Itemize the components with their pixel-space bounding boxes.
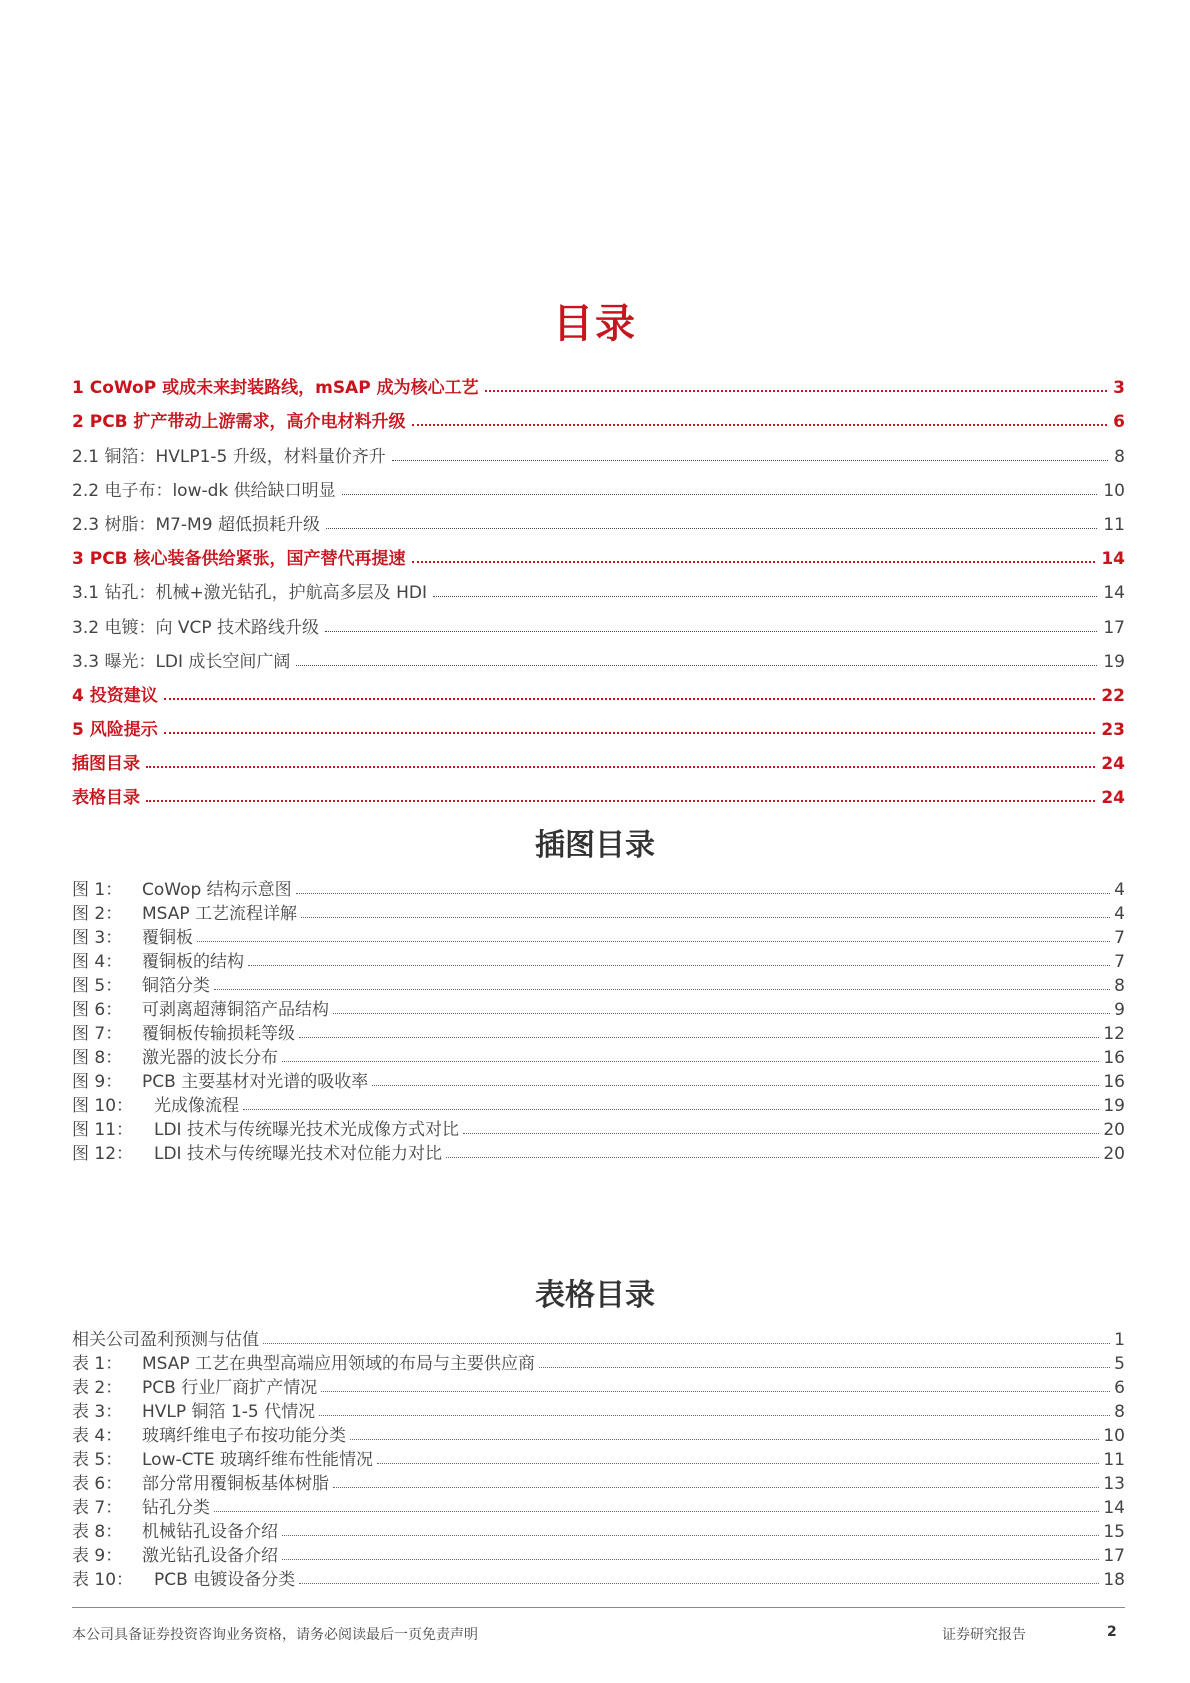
toc-entry-label: 3.3 曝光：LDI 成长空间广阔: [72, 651, 291, 672]
figure-entry[interactable]: [72, 972, 1125, 996]
figure-entry[interactable]: [72, 1116, 1125, 1140]
table-page: 17: [1103, 1546, 1125, 1566]
toc-leader-dots: [412, 561, 1096, 563]
table-page: 6: [1114, 1378, 1125, 1398]
leader-dots: [319, 1415, 1110, 1416]
toc-entry[interactable]: [72, 776, 1125, 810]
leader-dots: [372, 1085, 1099, 1086]
toc-entry-page: 10: [1103, 480, 1125, 501]
table-page: 11: [1103, 1450, 1125, 1470]
toc-leader-dots: [325, 631, 1097, 632]
leader-dots: [321, 1391, 1110, 1392]
table-number: 表 1：: [72, 1354, 123, 1374]
figure-label: 铜箔分类: [142, 976, 210, 996]
figures-section-title: 插图目录: [535, 828, 655, 863]
toc-entry-label: 2.3 树脂：M7-M9 超低损耗升级: [72, 514, 320, 535]
toc-leader-dots: [433, 596, 1097, 597]
table-label: 机械钻孔设备介绍: [142, 1522, 278, 1542]
toc-entry-label: 插图目录: [72, 754, 140, 775]
figure-entry[interactable]: [72, 948, 1125, 972]
toc-entry-label: 2.2 电子布：low-dk 供给缺口明显: [72, 480, 336, 501]
table-label: Low-CTE 玻璃纤维布性能情况: [142, 1450, 374, 1470]
table-number: 表 3：: [72, 1402, 123, 1422]
figure-number: 图 3：: [72, 928, 123, 948]
table-entry[interactable]: [72, 1350, 1125, 1374]
toc-entry[interactable]: [72, 503, 1125, 537]
footer-disclaimer: 本公司具备证券投资咨询业务资格，请务必阅读最后一页免责声明: [72, 1627, 478, 1643]
toc-entry[interactable]: [72, 674, 1125, 708]
toc-list: [72, 366, 1125, 810]
table-number: 表 2：: [72, 1378, 123, 1398]
toc-leader-dots: [296, 665, 1097, 666]
leader-dots: [197, 941, 1110, 942]
figure-label: 覆铜板的结构: [142, 952, 244, 972]
leader-dots: [282, 1559, 1099, 1560]
toc-entry-page: 17: [1103, 617, 1125, 638]
toc-leader-dots: [164, 732, 1096, 734]
table-label: 部分常用覆铜板基体树脂: [142, 1474, 329, 1494]
toc-entry-page: 8: [1114, 446, 1125, 467]
figure-page: 12: [1103, 1024, 1125, 1044]
toc-entry[interactable]: [72, 469, 1125, 503]
footer-page-number: 2: [1107, 1624, 1117, 1640]
figure-page: 16: [1103, 1072, 1125, 1092]
table-label: 激光钻孔设备介绍: [142, 1546, 278, 1566]
figure-number: 图 2：: [72, 904, 123, 924]
toc-entry-label: 2 PCB 扩产带动上游需求，高介电材料升级: [72, 412, 406, 433]
leader-dots: [282, 1061, 1099, 1062]
table-label: 钻孔分类: [142, 1498, 210, 1518]
table-entry[interactable]: [72, 1518, 1125, 1542]
figure-label: CoWop 结构示意图: [142, 880, 292, 900]
toc-leader-dots: [412, 424, 1108, 426]
toc-leader-dots: [164, 698, 1096, 700]
figure-page: 8: [1114, 976, 1125, 996]
toc-entry-label: 5 风险提示: [72, 720, 158, 741]
table-entry[interactable]: [72, 1398, 1125, 1422]
leader-dots: [214, 1511, 1099, 1512]
figure-label: LDI 技术与传统曝光技术光成像方式对比: [154, 1120, 459, 1140]
toc-entry-page: 22: [1101, 685, 1125, 706]
table-entry[interactable]: [72, 1446, 1125, 1470]
table-page: 13: [1103, 1474, 1125, 1494]
toc-entry-page: 23: [1101, 720, 1125, 741]
table-entry[interactable]: [72, 1542, 1125, 1566]
footer-divider: [72, 1607, 1125, 1608]
toc-leader-dots: [392, 460, 1108, 461]
table-page: 15: [1103, 1522, 1125, 1542]
figure-label: 可剥离超薄铜箔产品结构: [142, 1000, 329, 1020]
toc-leader-dots: [485, 390, 1108, 392]
figure-label: 覆铜板传输损耗等级: [142, 1024, 295, 1044]
table-entry[interactable]: [72, 1374, 1125, 1398]
leader-dots: [296, 893, 1110, 894]
leader-dots: [350, 1439, 1099, 1440]
toc-leader-dots: [146, 766, 1095, 768]
table-entry[interactable]: [72, 1494, 1125, 1518]
table-entry[interactable]: [72, 1566, 1125, 1590]
table-label: 相关公司盈利预测与估值: [72, 1330, 259, 1350]
leader-dots: [333, 1013, 1110, 1014]
figure-entry[interactable]: [72, 1044, 1125, 1068]
leader-dots: [214, 989, 1110, 990]
figure-number: 图 4：: [72, 952, 123, 972]
table-label: 玻璃纤维电子布按功能分类: [142, 1426, 346, 1446]
toc-entry-label: 表格目录: [72, 788, 140, 809]
toc-entry-label: 3 PCB 核心装备供给紧张，国产替代再提速: [72, 549, 406, 570]
table-label: PCB 行业厂商扩产情况: [142, 1378, 318, 1398]
leader-dots: [248, 965, 1110, 966]
table-label: HVLP 铜箔 1-5 代情况: [142, 1402, 316, 1422]
table-number: 表 7：: [72, 1498, 123, 1518]
toc-entry[interactable]: [72, 742, 1125, 776]
figure-label: LDI 技术与传统曝光技术对位能力对比: [154, 1144, 442, 1164]
table-number: 表 6：: [72, 1474, 123, 1494]
table-entry[interactable]: [72, 1326, 1125, 1350]
toc-entry-page: 24: [1101, 788, 1125, 809]
footer-report-type: 证券研究报告: [942, 1627, 1026, 1643]
toc-entry-label: 2.1 铜箔：HVLP1-5 升级，材料量价齐升: [72, 446, 386, 467]
toc-entry-page: 24: [1101, 754, 1125, 775]
toc-entry-page: 3: [1113, 378, 1125, 399]
leader-dots: [299, 1583, 1099, 1584]
figure-entry[interactable]: [72, 1092, 1125, 1116]
leader-dots: [282, 1535, 1099, 1536]
table-number: 表 10：: [72, 1570, 134, 1590]
figure-entry[interactable]: [72, 1068, 1125, 1092]
figure-number: 图 9：: [72, 1072, 123, 1092]
toc-entry-label: 3.1 钻孔：机械+激光钻孔，护航高多层及 HDI: [72, 583, 427, 604]
toc-entry-page: 14: [1103, 583, 1125, 604]
toc-entry-label: 4 投资建议: [72, 685, 158, 706]
tables-list: [72, 1326, 1125, 1590]
table-page: 8: [1114, 1402, 1125, 1422]
table-number: 表 4：: [72, 1426, 123, 1446]
figure-entry[interactable]: [72, 876, 1125, 900]
toc-entry-page: 19: [1103, 651, 1125, 672]
figure-entry[interactable]: [72, 996, 1125, 1020]
table-label: PCB 电镀设备分类: [154, 1570, 296, 1590]
leader-dots: [333, 1487, 1099, 1488]
toc-entry-page: 11: [1103, 514, 1125, 535]
toc-entry[interactable]: [72, 571, 1125, 605]
leader-dots: [446, 1157, 1099, 1158]
figure-number: 图 8：: [72, 1048, 123, 1068]
leader-dots: [539, 1367, 1110, 1368]
table-entry[interactable]: [72, 1422, 1125, 1446]
figure-page: 4: [1114, 904, 1125, 924]
figure-label: 光成像流程: [154, 1096, 239, 1116]
toc-leader-dots: [326, 528, 1097, 529]
figure-entry[interactable]: [72, 1140, 1125, 1164]
toc-leader-dots: [342, 494, 1098, 495]
leader-dots: [263, 1343, 1110, 1344]
figure-label: MSAP 工艺流程详解: [142, 904, 298, 924]
toc-leader-dots: [146, 800, 1095, 802]
toc-entry[interactable]: [72, 640, 1125, 674]
figure-page: 4: [1114, 880, 1125, 900]
figure-number: 图 7：: [72, 1024, 123, 1044]
figure-page: 7: [1114, 928, 1125, 948]
tables-section-title: 表格目录: [535, 1278, 655, 1313]
figure-number: 图 5：: [72, 976, 123, 996]
table-page: 14: [1103, 1498, 1125, 1518]
toc-entry-page: 6: [1113, 412, 1125, 433]
leader-dots: [301, 917, 1110, 918]
figures-list: [72, 876, 1125, 1164]
figure-label: 覆铜板: [142, 928, 193, 948]
table-label: MSAP 工艺在典型高端应用领域的布局与主要供应商: [142, 1354, 536, 1374]
figure-label: PCB 主要基材对光谱的吸收率: [142, 1072, 369, 1092]
figure-entry[interactable]: [72, 924, 1125, 948]
figure-number: 图 11：: [72, 1120, 134, 1140]
toc-entry-page: 14: [1101, 549, 1125, 570]
toc-title: 目录: [553, 301, 637, 347]
table-entry[interactable]: [72, 1470, 1125, 1494]
toc-entry[interactable]: [72, 366, 1125, 400]
toc-entry[interactable]: [72, 400, 1125, 434]
figure-page: 20: [1103, 1144, 1125, 1164]
table-number: 表 9：: [72, 1546, 123, 1566]
table-number: 表 5：: [72, 1450, 123, 1470]
figure-page: 7: [1114, 952, 1125, 972]
figure-number: 图 1：: [72, 880, 123, 900]
toc-entry[interactable]: [72, 605, 1125, 639]
figure-number: 图 10：: [72, 1096, 134, 1116]
figure-page: 16: [1103, 1048, 1125, 1068]
table-number: 表 8：: [72, 1522, 123, 1542]
table-page: 5: [1114, 1354, 1125, 1374]
figure-number: 图 6：: [72, 1000, 123, 1020]
toc-entry[interactable]: [72, 434, 1125, 468]
toc-entry-label: 3.2 电镀：向 VCP 技术路线升级: [72, 617, 319, 638]
figure-entry[interactable]: [72, 1020, 1125, 1044]
leader-dots: [243, 1109, 1099, 1110]
leader-dots: [377, 1463, 1099, 1464]
figure-entry[interactable]: [72, 900, 1125, 924]
figure-page: 20: [1103, 1120, 1125, 1140]
leader-dots: [463, 1133, 1099, 1134]
toc-entry-label: 1 CoWoP 或成未来封装路线，mSAP 成为核心工艺: [72, 378, 479, 399]
figure-page: 19: [1103, 1096, 1125, 1116]
toc-entry[interactable]: [72, 537, 1125, 571]
figure-label: 激光器的波长分布: [142, 1048, 278, 1068]
figure-page: 9: [1114, 1000, 1125, 1020]
figure-number: 图 12：: [72, 1144, 134, 1164]
table-page: 10: [1103, 1426, 1125, 1446]
leader-dots: [299, 1037, 1099, 1038]
toc-entry[interactable]: [72, 708, 1125, 742]
table-page: 1: [1114, 1330, 1125, 1350]
table-page: 18: [1103, 1570, 1125, 1590]
